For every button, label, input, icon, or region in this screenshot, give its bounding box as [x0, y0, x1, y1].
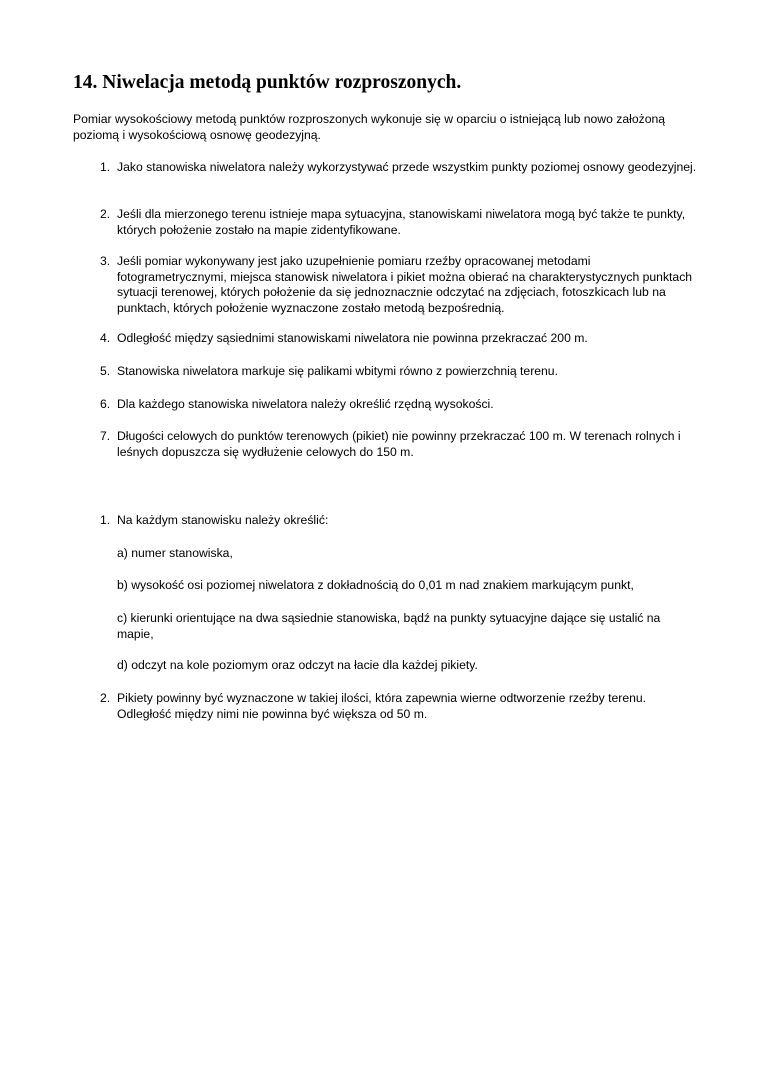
list-item-text: Jeśli dla mierzonego terenu istnieje mapa sytuacyjna, stanowiskami niwelatora mogą być także te punkty, których położenie zostało na mapie zidentyfikowane. [117, 207, 686, 237]
list-item [100, 364, 700, 380]
list-item-number: 1. [100, 160, 111, 174]
page-title: 14. Niwelacja metodą punktów rozproszonych. [73, 72, 462, 93]
list-item [100, 429, 700, 460]
intro-paragraph: Pomiar wysokościowy metodą punktów rozproszonych wykonuje się w oparciu o istniejącą lub nowo założoną poziomą i wysokościową osnowę geodezyjną. [73, 112, 666, 142]
sub-item: b) wysokość osi poziomej niwelatora z dokładnością do 0,01 m nad znakiem markującym punkt, [117, 578, 634, 592]
list-item-number: 5. [100, 364, 111, 378]
list-item [100, 207, 700, 238]
sub-item: d) odczyt na kole poziomym oraz odczyt na łacie dla każdej pikiety. [117, 658, 478, 672]
list-item-text: Stanowiska niwelatora markuje się palikami wbitymi równo z powierzchnią terenu. [117, 364, 558, 378]
list-item-number: 2. [100, 691, 111, 705]
list-item-text: Długości celowych do punktów terenowych (pikiet) nie powinny przekraczać 100 m. W terenach rolnych i leśnych dopuszcza się wydłużenie celowych do 150 m. [117, 429, 681, 459]
list-item-number: 4. [100, 331, 111, 345]
sub-item: c) kierunki orientujące na dwa sąsiednie stanowiska, bądź na punkty sytuacyjne dające się ustalić na mapie, [117, 611, 661, 641]
list-item-text: Pikiety powinny być wyznaczone w takiej ilości, która zapewnia wierne odtworzenie rzeźby terenu. Odległość między nimi nie powinna być większa od 50 m. [117, 691, 647, 721]
list-item-text: Odległość między sąsiednimi stanowiskami niwelatora nie powinna przekraczać 200 m. [117, 331, 588, 345]
list-item-number: 2. [100, 207, 111, 221]
list-item-number: 7. [100, 429, 111, 443]
list-item [100, 331, 700, 347]
list-item-text: Dla każdego stanowiska niwelatora należy określić rzędną wysokości. [117, 397, 494, 411]
list-item [100, 160, 700, 176]
list-item-text: Na każdym stanowisku należy określić: [117, 513, 329, 527]
list-item [100, 254, 700, 316]
list-item-text: Jeśli pomiar wykonywany jest jako uzupełnienie pomiaru rzeźby opracowanej metodami fotogrametrycznymi, miejsca stanowisk niwelatora i pikiet można obierać na charakterystycznych punktach sytuacji terenowej, których położenie da się jednoznacznie odczytać na zdjęciach, fotoszkicach lub na punktach, których położenie wyznaczone zostało metodą bezpośrednią. [117, 254, 693, 315]
list-item-number: 3. [100, 254, 111, 268]
list-item-text: Jako stanowiska niwelatora należy wykorzystywać przede wszystkim punkty poziomej osnowy geodezyjnej. [117, 160, 697, 174]
list-item [100, 513, 700, 529]
list-item-number: 1. [100, 513, 111, 527]
sub-item: a) numer stanowiska, [117, 546, 233, 560]
list-item-number: 6. [100, 397, 111, 411]
list-item [100, 397, 700, 413]
list-item [100, 691, 700, 722]
